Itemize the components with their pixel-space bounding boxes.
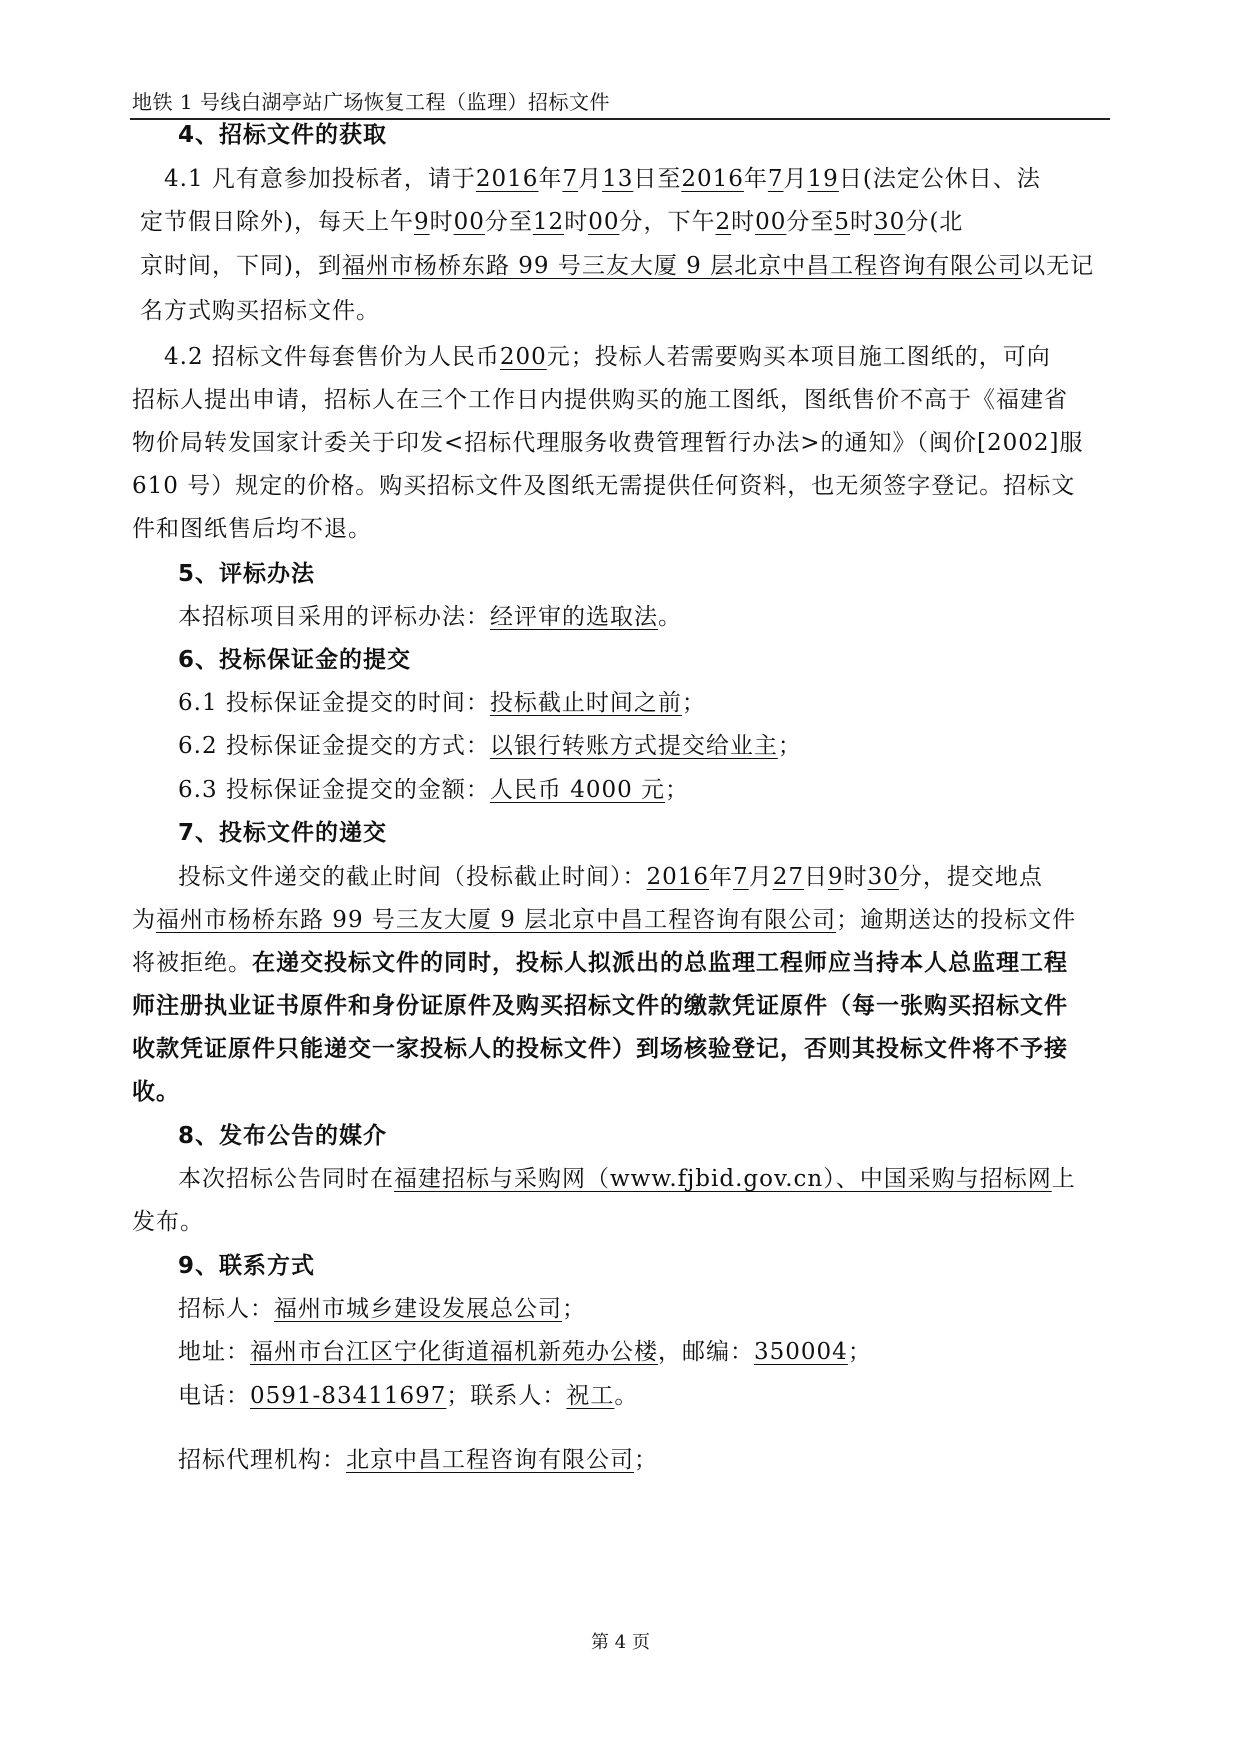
s8-line1: 本次招标公告同时在福建招标与采购网（www.fjbid.gov.cn）、中国采购与招标网上 bbox=[178, 1166, 1076, 1192]
s8-line2: 发布。 bbox=[132, 1209, 204, 1235]
s7-line3: 将被拒绝。在递交投标文件的同时，投标人拟派出的总监理工程师应当持本人总监理工程 bbox=[132, 950, 1068, 976]
s9-line1: 招标人：福州市城乡建设发展总公司； bbox=[178, 1296, 586, 1322]
s4-p1-line3: 京时间，下同)，到福州市杨桥东路 99 号三友大厦 9 层北京中昌工程咨询有限公司以无记 bbox=[140, 253, 1095, 279]
s4-p1-line4: 名方式购买招标文件。 bbox=[140, 298, 380, 324]
section-7-heading: 7、投标文件的递交 bbox=[178, 820, 388, 846]
s4-p2-line3: 物价局转发国家计委关于印发<招标代理服务收费管理暂行办法>的通知》（闽价[2002]服 bbox=[132, 430, 1084, 456]
section-5-heading: 5、评标办法 bbox=[178, 561, 316, 587]
s6-line3: 6.3 投标保证金提交的金额：人民币 4000 元； bbox=[178, 777, 690, 803]
section-6-heading: 6、投标保证金的提交 bbox=[178, 647, 412, 673]
s4-p2-line1: 4.2 招标文件每套售价为人民币200元；投标人若需要购买本项目施工图纸的，可向 bbox=[164, 344, 1051, 370]
s7-line4: 师注册执业证书原件和身份证原件及购买招标文件的缴款凭证原件（每一张购买招标文件 bbox=[132, 993, 1068, 1019]
section-4-heading: 4、招标文件的获取 bbox=[178, 122, 388, 148]
s7-line5: 收款凭证原件只能递交一家投标人的投标文件）到场核验登记，否则其投标文件将不予接 bbox=[132, 1036, 1068, 1062]
s4-p1-line2: 定节假日除外)，每天上午9时00分至12时00分，下午2时00分至5时30分(北 bbox=[140, 209, 964, 235]
s5-line1: 本招标项目采用的评标办法：经评审的选取法。 bbox=[178, 604, 682, 630]
section-9-heading: 9、联系方式 bbox=[178, 1253, 316, 1279]
page-number: 第 4 页 bbox=[591, 1632, 650, 1653]
s7-line1: 投标文件递交的截止时间（投标截止时间）：2016年7月27日9时30分，提交地点 bbox=[178, 864, 1043, 890]
s9-line2: 地址：福州市台江区宁化街道福机新苑办公楼，邮编：350004； bbox=[178, 1339, 872, 1365]
s7-line2: 为福州市杨桥东路 99 号三友大厦 9 层北京中昌工程咨询有限公司；逾期送达的投标文件 bbox=[132, 907, 1077, 933]
section-8-heading: 8、发布公告的媒介 bbox=[178, 1123, 388, 1149]
s4-p2-line2: 招标人提出申请，招标人在三个工作日内提供购买的施工图纸，图纸售价不高于《福建省 bbox=[132, 387, 1068, 413]
s4-p2-line4: 610 号）规定的价格。购买招标文件及图纸无需提供任何资料，也无须签字登记。招标文 bbox=[132, 473, 1076, 499]
s9-line3: 电话：0591-83411697；联系人：祝工。 bbox=[178, 1383, 639, 1409]
s7-line6: 收。 bbox=[132, 1079, 180, 1105]
s6-line1: 6.1 投标保证金提交的时间：投标截止时间之前； bbox=[178, 690, 706, 716]
page-header: 地铁 1 号线白湖亭站广场恢复工程（监理）招标文件 bbox=[132, 90, 610, 114]
s4-p2-line5: 件和图纸售后均不退。 bbox=[132, 516, 372, 542]
s6-line2: 6.2 投标保证金提交的方式：以银行转账方式提交给业主； bbox=[178, 733, 802, 759]
s9-line4: 招标代理机构：北京中昌工程咨询有限公司； bbox=[178, 1447, 658, 1473]
s4-p1-line1: 4.1 凡有意参加投标者，请于2016年7月13日至2016年7月19日(法定公休日、法 bbox=[164, 166, 1041, 192]
